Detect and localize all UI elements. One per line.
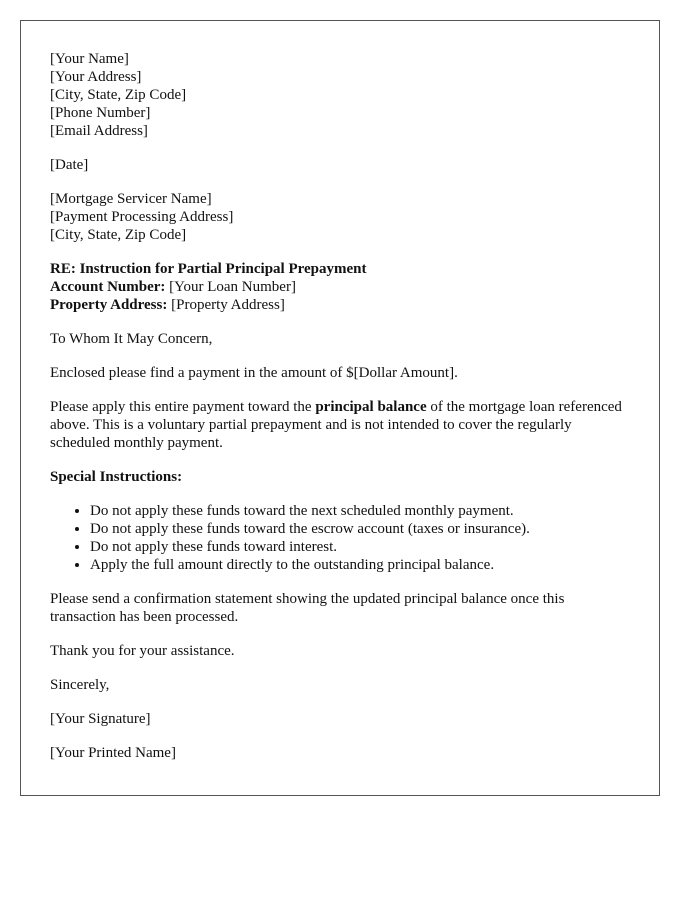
- apply-paragraph: [50, 398, 632, 452]
- instruction-item: • Do not apply these funds toward the next scheduled monthly payment.: [90, 502, 632, 520]
- sender-block: [50, 50, 632, 140]
- recipient-name: [Mortgage Servicer Name]: [50, 191, 212, 207]
- sender-name: [Your Name]: [50, 51, 129, 67]
- instruction-item: • Do not apply these funds toward the escrow account (taxes or insurance).: [90, 520, 632, 538]
- recipient-block: [50, 190, 632, 244]
- account-number-line: [50, 278, 632, 296]
- thanks-line: Thank you for your assistance.: [50, 643, 235, 659]
- property-address-label: Property Address:: [50, 297, 168, 313]
- re-block: [50, 260, 632, 314]
- principal-balance-emphasis: principal balance: [315, 399, 427, 415]
- account-number-value: [Your Loan Number]: [165, 279, 296, 295]
- instructions-list: [50, 502, 632, 574]
- property-address-line: [50, 296, 632, 314]
- closing-line: Sincerely,: [50, 677, 110, 693]
- enclosed-paragraph: Enclosed please find a payment in the amount of $[Dollar Amount].: [50, 365, 458, 381]
- sender-address: [Your Address]: [50, 69, 142, 85]
- signature-line: [Your Signature]: [50, 711, 151, 727]
- letter-page: [20, 20, 660, 796]
- recipient-address: [Payment Processing Address]: [50, 209, 234, 225]
- special-instructions-heading: Special Instructions:: [50, 469, 183, 485]
- letter-body: [50, 50, 632, 778]
- date-block: [50, 156, 632, 174]
- apply-paragraph-start: Please apply this entire payment toward the: [50, 399, 316, 415]
- property-address-value: [Property Address]: [167, 297, 285, 313]
- account-number-label: Account Number:: [50, 279, 166, 295]
- instruction-item: • Do not apply these funds toward interest.: [90, 538, 632, 556]
- re-subject: RE: Instruction for Partial Principal Prepayment: [50, 261, 367, 277]
- instruction-item: • Apply the full amount directly to the outstanding principal balance.: [90, 556, 632, 574]
- sender-phone: [Phone Number]: [50, 105, 151, 121]
- printed-name-line: [Your Printed Name]: [50, 745, 176, 761]
- salutation: To Whom It May Concern,: [50, 331, 213, 347]
- sender-city-state-zip: [City, State, Zip Code]: [50, 87, 187, 103]
- apply-paragraph-end: of the mortgage loan referenced above. This is a voluntary partial prepayment and is not intended to cover the regularly scheduled monthly payment.: [50, 399, 622, 451]
- confirmation-paragraph: Please send a confirmation statement showing the updated principal balance once this transaction has been processed.: [50, 591, 565, 625]
- recipient-city-state-zip: [City, State, Zip Code]: [50, 227, 187, 243]
- letter-date: [Date]: [50, 157, 89, 173]
- sender-email: [Email Address]: [50, 123, 148, 139]
